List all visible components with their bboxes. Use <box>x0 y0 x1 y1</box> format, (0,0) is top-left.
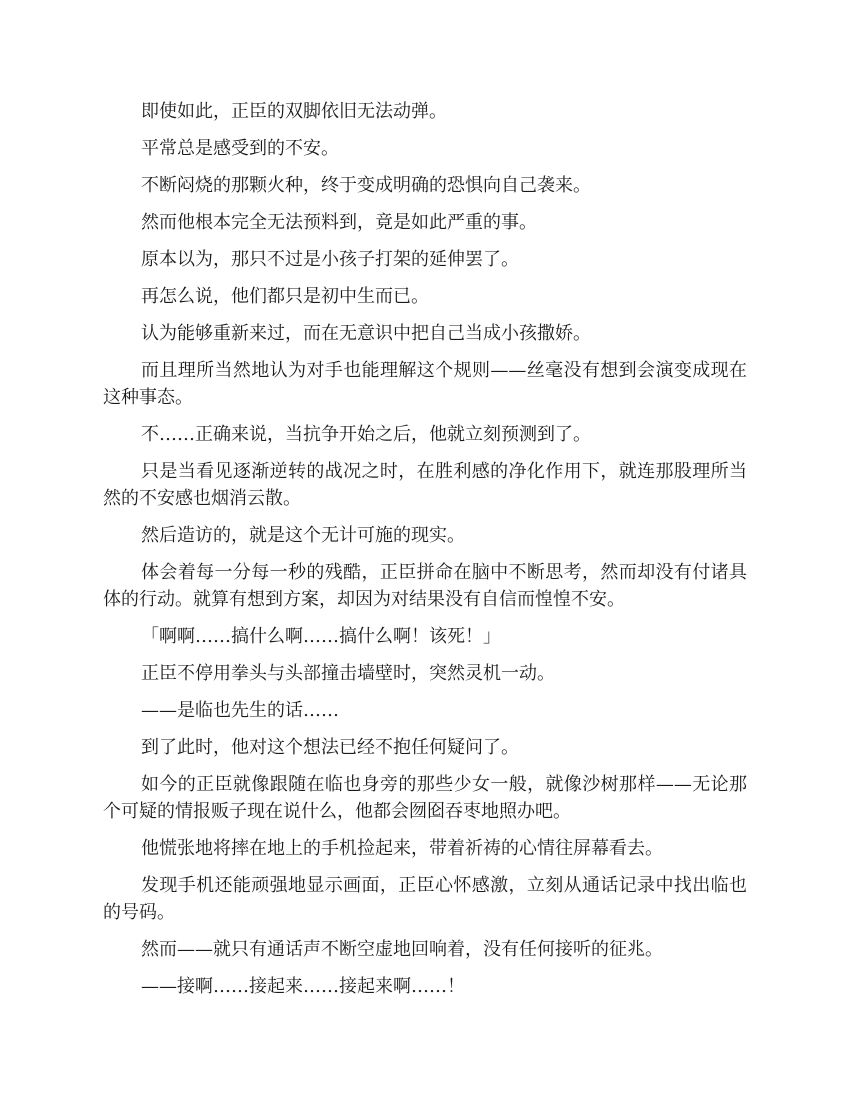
paragraph: 然后造访的，就是这个无计可施的现实。 <box>141 525 465 546</box>
document-page <box>103 98 747 1010</box>
paragraph: 然而他根本完全无法预料到，竟是如此严重的事。 <box>141 212 537 233</box>
paragraph: 只是当看见逐渐逆转的战况之时，在胜利感的净化作用下，就连那股理所当然的不安感也烟消云散。 <box>103 461 747 509</box>
paragraph: ——是临也先生的话…… <box>141 700 339 721</box>
paragraph: 正臣不停用拳头与头部撞击墙壁时，突然灵机一动。 <box>141 663 555 684</box>
paragraph: ——接啊……接起来……接起来啊……！ <box>141 976 465 997</box>
paragraph: 到了此时，他对这个想法已经不抱任何疑问了。 <box>141 737 519 758</box>
paragraph: 即使如此，正臣的双脚依旧无法动弹。 <box>141 101 447 122</box>
dialogue-paragraph: 「啊啊……搞什么啊……搞什么啊！该死！」 <box>141 626 501 647</box>
paragraph: 原本以为，那只不过是小孩子打架的延伸罢了。 <box>141 249 519 270</box>
paragraph: 然而——就只有通话声不断空虚地回响着，没有任何接听的征兆。 <box>141 939 663 960</box>
paragraph: 体会着每一分每一秒的残酷，正臣拼命在脑中不断思考，然而却没有付诸具体的行动。就算有想到方案，却因为对结果没有自信而惶惶不安。 <box>103 562 747 610</box>
paragraph: 不……正确来说，当抗争开始之后，他就立刻预测到了。 <box>141 424 591 445</box>
paragraph: 而且理所当然地认为对手也能理解这个规则——丝毫没有想到会演变成现在这种事态。 <box>103 360 747 408</box>
paragraph: 再怎么说，他们都只是初中生而已。 <box>141 286 429 307</box>
paragraph: 他慌张地将摔在地上的手机捡起来，带着祈祷的心情往屏幕看去。 <box>141 838 663 859</box>
paragraph: 不断闷烧的那颗火种，终于变成明确的恐惧向自己袭来。 <box>141 175 591 196</box>
paragraph: 认为能够重新来过，而在无意识中把自己当成小孩撒娇。 <box>141 323 591 344</box>
paragraph: 发现手机还能顽强地显示画面，正臣心怀感激，立刻从通话记录中找出临也的号码。 <box>103 875 747 923</box>
paragraph: 平常总是感受到的不安。 <box>141 138 339 159</box>
paragraph: 如今的正臣就像跟随在临也身旁的那些少女一般，就像沙树那样——无论那个可疑的情报贩子现在说什么，他都会囫囵吞枣地照办吧。 <box>103 774 747 822</box>
